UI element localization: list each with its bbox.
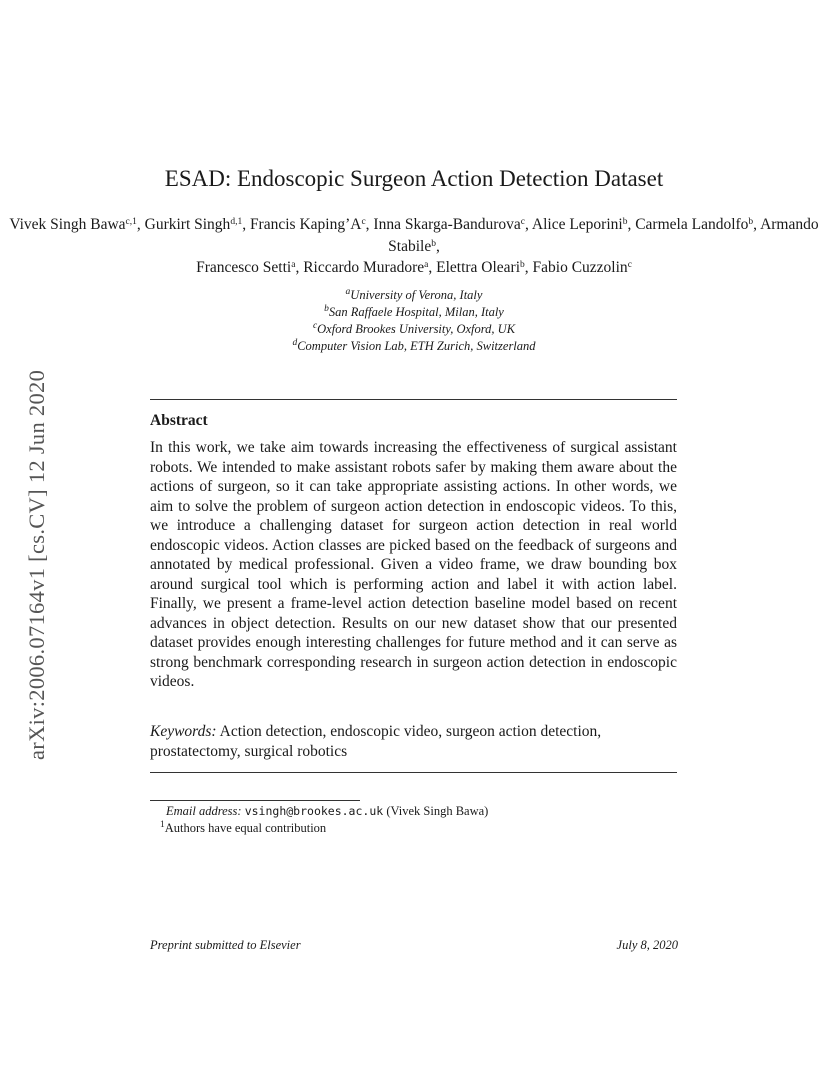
author-name: Riccardo Muradore <box>303 259 425 276</box>
arxiv-identifier: arXiv:2006.07164v1 [cs.CV] 12 Jun 2020 <box>24 369 49 760</box>
author-affil-mark: d,1 <box>230 217 243 227</box>
keywords-list: Action detection, endoscopic video, surgeon action detection, prostatectomy, surgical robotics <box>150 723 602 760</box>
keywords-label: Keywords: <box>150 723 217 740</box>
paper-title: ESAD: Endoscopic Surgeon Action Detection Dataset <box>164 166 664 191</box>
abstract-bottom-rule <box>150 772 677 773</box>
affiliation-list <box>0 287 828 355</box>
author-name: Inna Skarga-Bandurova <box>373 216 521 233</box>
author-affil-mark: a <box>291 260 296 270</box>
abstract-top-rule <box>150 399 677 400</box>
author-affil-mark: c <box>520 217 525 227</box>
affiliation <box>0 287 828 304</box>
email-footnote <box>166 803 488 820</box>
author-affil-mark: c,1 <box>125 217 137 227</box>
preprint-notice: Preprint submitted to Elsevier <box>150 938 301 952</box>
footnote-rule <box>150 800 360 801</box>
keywords <box>150 722 677 762</box>
author-name: Francis Kaping’A <box>249 216 362 233</box>
contribution-footnote <box>160 820 488 837</box>
preprint-date: July 8, 2020 <box>616 938 678 952</box>
affiliation-mark: d <box>292 338 298 348</box>
affiliation <box>0 321 828 338</box>
affiliation-mark: c <box>312 321 318 331</box>
author-name: Fabio Cuzzolin <box>532 259 628 276</box>
author-affil-mark: a <box>424 260 429 270</box>
footnote-text: Authors have equal contribution <box>164 821 327 835</box>
author-name: Alice Leporini <box>531 216 623 233</box>
author-affil-mark: b <box>520 260 525 270</box>
affiliation-text: University of Verona, Italy <box>350 288 483 302</box>
affiliation-mark: b <box>324 304 329 314</box>
affiliation-text: Computer Vision Lab, ETH Zurich, Switzerland <box>297 339 536 353</box>
author-list: Vivek Singh Bawa$^{c,1}$, Gurkirt Singh$^{d,1}$, Francis $Kaping’A^c$, Inna Skarga-Bandurova$^c$, Alice Leporini$^b$, Carmela Landolfo$^b$, Armando Stabile$^b$, Francesco Setti$^a$, Riccardo Muradore$^a$, Elettra Oleari$^b$, Fabio Cuzzolin$^c$ <box>9 216 819 276</box>
email-owner: (Vivek Singh Bawa) <box>386 804 489 818</box>
author-name: Francesco Setti <box>196 259 292 276</box>
author-affil-mark: b <box>622 217 628 227</box>
author-name: Elettra Oleari <box>436 259 521 276</box>
author-name: Carmela Landolfo <box>635 216 749 233</box>
affiliation <box>0 338 828 355</box>
author-affil-mark: b <box>748 217 754 227</box>
affiliation <box>0 304 828 321</box>
footnotes <box>160 803 489 837</box>
abstract-heading: Abstract <box>150 412 208 429</box>
affiliation-mark: a <box>345 287 351 297</box>
footnote-mark: 1 <box>160 820 165 830</box>
author-name: Gurkirt Singh <box>144 216 231 233</box>
email-address[interactable]: vsingh@brookes.ac.uk <box>244 804 384 818</box>
abstract-text: In this work, we take aim towards increasing the effectiveness of surgical assistant robots. We intended to make assistant robots safer by making them aware about the actions of surgeon, so it can take appropriate assisting actions. In other words, we aim to solve the problem of surgeon action detection in endoscopic videos. To this, we introduce a challenging dataset for surgeon action detection in real world endoscopic videos. Action classes are picked based on the feedback of surgeons and annotated by medical professional. Given a video frame, we draw bounding box around surgical tool which is performing action and label it with action label. Finally, we present a frame-level action detection baseline model based on recent advances in object detection. Results on our new dataset show that our presented dataset provides enough interesting challenges for future method and it can serve as strong benchmark corresponding research in surgeon action detection in endoscopic videos. <box>150 439 677 690</box>
affiliation-text: San Raffaele Hospital, Milan, Italy <box>328 305 504 319</box>
author-affil-mark: b <box>431 238 436 249</box>
author-affil-mark: c <box>627 260 632 270</box>
author-name: Vivek Singh Bawa <box>9 216 126 233</box>
author-name: Armando Stabile <box>388 216 819 255</box>
email-label: Email address: <box>166 804 242 818</box>
author-affil-mark: c <box>361 217 366 227</box>
affiliation-text: Oxford Brookes University, Oxford, UK <box>317 322 516 336</box>
